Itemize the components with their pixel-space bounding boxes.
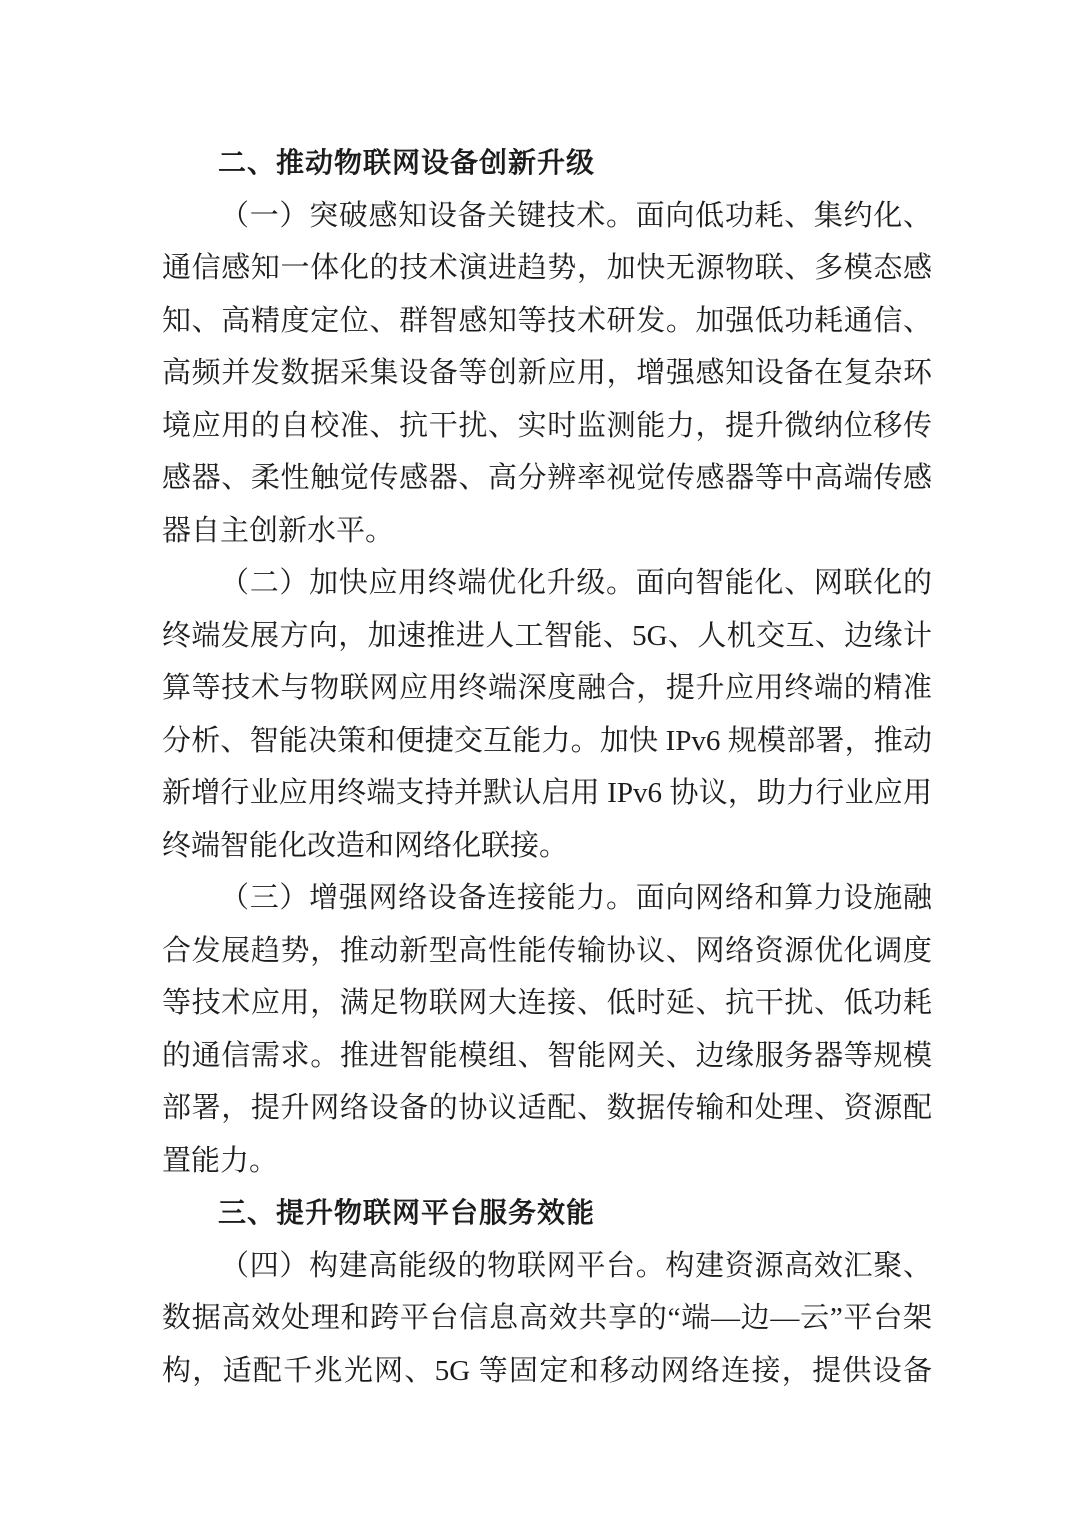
paragraph-3-line-1: （三）增强网络设备连接能力。面向网络和算力设施融 (220, 882, 932, 914)
paragraph-1-line-7: 器自主创新水平。 (162, 514, 395, 547)
paragraph-2-line-5: 新增行业应用终端支持并默认启用 IPv6 协议，助力行业应用 (162, 777, 932, 809)
paragraph-3-line-5: 部署，提升网络设备的协议适配、数据传输和处理、资源配 (162, 1092, 932, 1124)
paragraph-2-line-4: 分析、智能决策和便捷交互能力。加快 IPv6 规模部署，推动 (162, 724, 932, 757)
paragraph-2-line-1: （二）加快应用终端优化升级。面向智能化、网联化的 (220, 567, 932, 599)
paragraph-3-line-6: 置能力。 (162, 1144, 279, 1177)
paragraph-4-line-2: 数据高效处理和跨平台信息高效共享的“端—边—云”平台架 (162, 1302, 932, 1334)
paragraph-2-line-2: 终端发展方向，加速推进人工智能、5G、人机交互、边缘计 (162, 619, 932, 652)
paragraph-1-line-5: 境应用的自校准、抗干扰、实时监测能力，提升微纳位移传 (162, 409, 932, 442)
paragraph-4-line-3: 构，适配千兆光网、5G 等固定和移动网络连接，提供设备 (162, 1354, 932, 1387)
paragraph-2-line-6: 终端智能化改造和网络化联接。 (162, 829, 569, 862)
paragraph-3-line-2: 合发展趋势，推动新型高性能传输协议、网络资源优化调度 (162, 934, 932, 967)
paragraph-3-line-4: 的通信需求。推进智能模组、智能网关、边缘服务器等规模 (162, 1039, 932, 1072)
paragraph-4-line-1: （四）构建高能级的物联网平台。构建资源高效汇聚、 (220, 1249, 932, 1282)
section-heading-3: 三、提升物联网平台服务效能 (218, 1197, 596, 1228)
text-column (162, 137, 932, 1397)
paragraph-1-line-1: （一）突破感知设备关键技术。面向低功耗、集约化、 (220, 199, 932, 232)
paragraph-1-line-2: 通信感知一体化的技术演进趋势，加快无源物联、多模态感 (162, 252, 932, 284)
paragraph-1-line-6: 感器、柔性触觉传感器、高分辨率视觉传感器等中高端传感 (162, 462, 932, 494)
paragraph-3-line-3: 等技术应用，满足物联网大连接、低时延、抗干扰、低功耗 (162, 987, 932, 1019)
paragraph-2-line-3: 算等技术与物联网应用终端深度融合，提升应用终端的精准 (162, 672, 932, 704)
paragraph-1-line-4: 高频并发数据采集设备等创新应用，增强感知设备在复杂环 (162, 357, 932, 389)
section-heading-2: 二、推动物联网设备创新升级 (218, 147, 596, 178)
paragraph-1-line-3: 知、高精度定位、群智感知等技术研发。加强低功耗通信、 (162, 304, 932, 337)
